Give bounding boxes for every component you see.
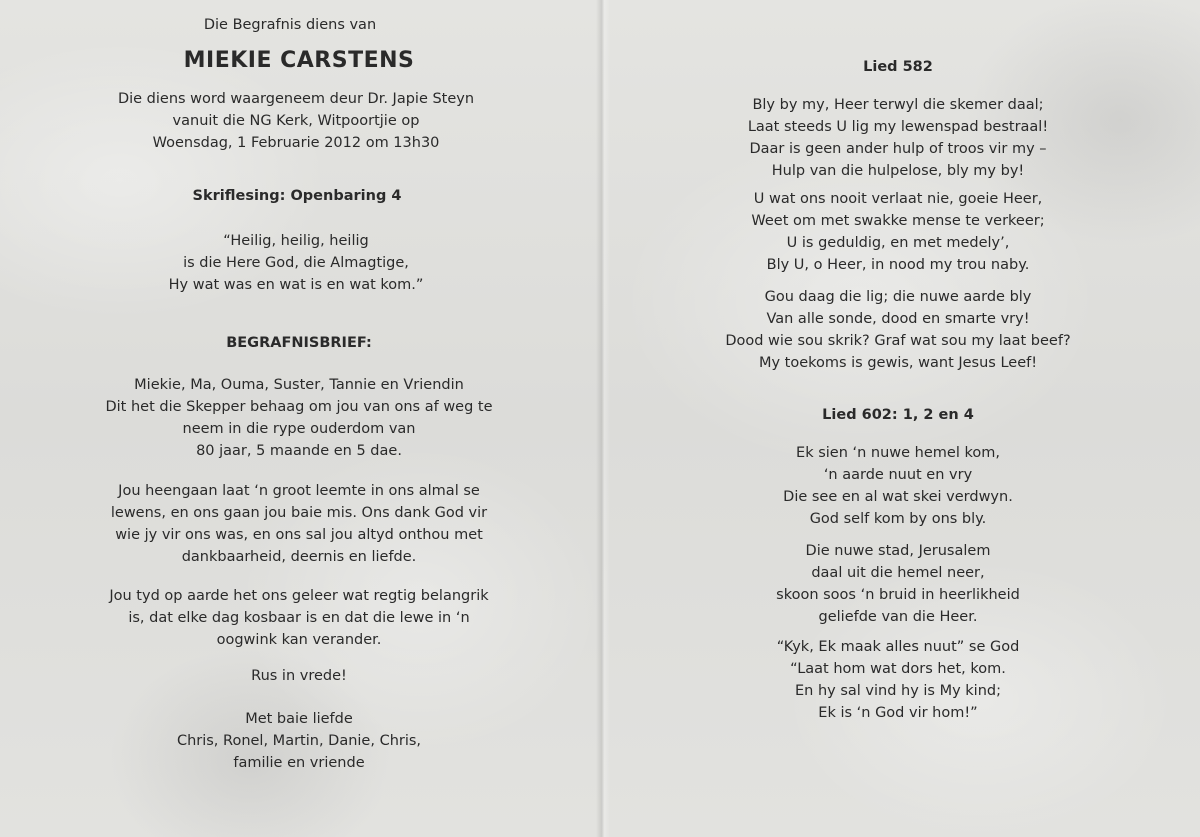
letter-line: oogwink kan verander. bbox=[216, 632, 382, 648]
letter-line: Dit het die Skepper behaag om jou van ons af weg te bbox=[105, 399, 493, 415]
hymn-line: Hulp van die hulpelose, bly my by! bbox=[771, 163, 1025, 179]
hymn-line: Daar is geen ander hulp of troos vir my – bbox=[749, 141, 1047, 157]
closing-block bbox=[0, 708, 600, 774]
hymn-line: U wat ons nooit verlaat nie, goeie Heer, bbox=[753, 191, 1043, 207]
hymn-line: Dood wie sou skrik? Graf wat sou my laat beef? bbox=[725, 333, 1071, 349]
letter-line: Miekie, Ma, Ouma, Suster, Tannie en Vriendin bbox=[134, 377, 464, 393]
hymn-line: U is geduldig, en met medely’, bbox=[786, 235, 1010, 251]
hymn2-title: Lied 602: 1, 2 en 4 bbox=[822, 407, 974, 423]
hymn-line: En hy sal vind hy is My kind; bbox=[794, 683, 1001, 699]
letter-line: Jou tyd op aarde het ons geleer wat regtig belangrik bbox=[109, 588, 489, 604]
hymn-line: geliefde van die Heer. bbox=[818, 609, 978, 625]
hymn-line: “Kyk, Ek maak alles nuut” se God bbox=[776, 639, 1020, 655]
hymn-line: Laat steeds U lig my lewenspad bestraal! bbox=[747, 119, 1049, 135]
letter-line: 80 jaar, 5 maande en 5 dae. bbox=[196, 443, 402, 459]
rest-in-peace: Rus in vrede! bbox=[251, 668, 347, 684]
closing-line: Chris, Ronel, Martin, Danie, Chris, bbox=[176, 733, 422, 749]
hymn-line: Van alle sonde, dood en smarte vry! bbox=[766, 311, 1030, 327]
deceased-name: MIEKIE CARSTENS bbox=[183, 48, 415, 73]
letter-paragraph-3 bbox=[0, 585, 600, 651]
reading-heading-text: Skriflesing: Openbaring 4 bbox=[192, 188, 402, 204]
hymn-line: “Laat hom wat dors het, kom. bbox=[790, 661, 1006, 677]
hymn1-verse-3 bbox=[608, 286, 1200, 374]
reading-line: is die Here God, die Almagtige, bbox=[183, 255, 409, 271]
intro-block bbox=[0, 14, 600, 36]
intro-line: Die Begrafnis diens van bbox=[203, 17, 377, 33]
hymn-line: skoon soos ‘n bruid in heerlikheid bbox=[776, 587, 1020, 603]
right-page bbox=[608, 0, 1200, 837]
hymn-line: Ek sien ‘n nuwe hemel kom, bbox=[796, 445, 1000, 461]
hymn1-verse-1 bbox=[608, 94, 1200, 182]
hymn-line: Weet om met swakke mense te verkeer; bbox=[751, 213, 1045, 229]
letter-paragraph-2 bbox=[0, 480, 600, 568]
letter-heading: BEGRAFNISBRIEF: bbox=[226, 335, 372, 351]
reading-line: Hy wat was en wat is en wat kom.” bbox=[168, 277, 424, 293]
hymn2-verse-3 bbox=[608, 636, 1200, 724]
hymn-line: Bly by my, Heer terwyl die skemer daal; bbox=[752, 97, 1044, 113]
deceased-name-block bbox=[0, 48, 600, 73]
hymn-line: daal uit die hemel neer, bbox=[811, 565, 985, 581]
hymn-line: Bly U, o Heer, in nood my trou naby. bbox=[766, 257, 1030, 273]
closing-line: familie en vriende bbox=[233, 755, 365, 771]
hymn-line: My toekoms is gewis, want Jesus Leef! bbox=[758, 355, 1038, 371]
hymn-line: Gou daag die lig; die nuwe aarde bly bbox=[764, 289, 1032, 305]
rest-in-peace-block bbox=[0, 665, 600, 687]
service-line: Die diens word waargeneem deur Dr. Japie Steyn bbox=[117, 91, 475, 107]
reading-line: “Heilig, heilig, heilig bbox=[223, 233, 369, 249]
service-details bbox=[0, 88, 600, 154]
hymn-line: God self kom by ons bly. bbox=[809, 511, 987, 527]
hymn-line: Ek is ‘n God vir hom!” bbox=[818, 705, 978, 721]
letter-heading-block bbox=[0, 332, 600, 354]
service-line: vanuit die NG Kerk, Witpoortjie op bbox=[172, 113, 420, 129]
hymn1-title: Lied 582 bbox=[863, 59, 933, 75]
hymn-line: Die nuwe stad, Jerusalem bbox=[805, 543, 991, 559]
letter-line: neem in die rype ouderdom van bbox=[182, 421, 416, 437]
service-line: Woensdag, 1 Februarie 2012 om 13h30 bbox=[152, 135, 440, 151]
letter-line: wie jy vir ons was, en ons sal jou altyd onthou met bbox=[115, 527, 483, 543]
hymn2-verse-1 bbox=[608, 442, 1200, 530]
reading-heading-block bbox=[0, 185, 600, 207]
hymn1-verse-2 bbox=[608, 188, 1200, 276]
reading-heading bbox=[0, 185, 600, 207]
letter-paragraph-1 bbox=[0, 374, 600, 462]
letter-line: is, dat elke dag kosbaar is en dat die lewe in ‘n bbox=[128, 610, 470, 626]
hymn2-title-block bbox=[608, 404, 1200, 426]
reading-verse bbox=[0, 230, 600, 296]
letter-line: dankbaarheid, deernis en liefde. bbox=[181, 549, 417, 565]
letter-line: Jou heengaan laat ‘n groot leemte in ons almal se bbox=[118, 483, 480, 499]
hymn1-title-block bbox=[608, 56, 1200, 78]
hymn2-verse-2 bbox=[608, 540, 1200, 628]
closing-line: Met baie liefde bbox=[245, 711, 353, 727]
hymn-line: Die see en al wat skei verdwyn. bbox=[783, 489, 1013, 505]
letter-line: lewens, en ons gaan jou baie mis. Ons dank God vir bbox=[110, 505, 488, 521]
hymn-line: ‘n aarde nuut en vry bbox=[823, 467, 973, 483]
